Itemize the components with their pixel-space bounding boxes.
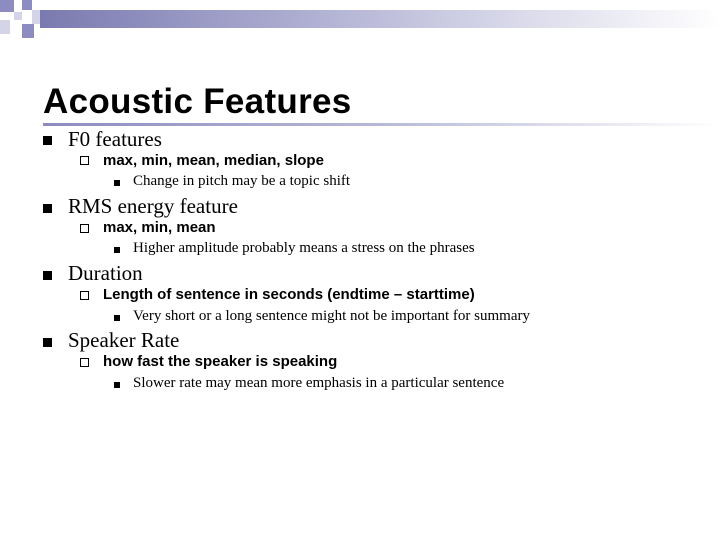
decor-square	[22, 0, 32, 10]
sub-bullet-marker	[80, 156, 89, 165]
header-gradient-bar	[40, 10, 720, 28]
sub-bullet-marker	[80, 224, 89, 233]
sub-bullet-f0-stats: max, min, mean, median, slope	[103, 152, 324, 169]
bullet-marker	[43, 338, 52, 347]
slide-title: Acoustic Features	[43, 82, 352, 121]
decor-square	[0, 0, 14, 12]
sub-sub-bullet-marker	[114, 180, 120, 186]
decor-square	[32, 10, 40, 24]
header-decoration	[0, 0, 720, 46]
sub-bullet-rms-stats: max, min, mean	[103, 219, 216, 236]
detail-amplitude-stress: Higher amplitude probably means a stress on the phrases	[133, 240, 475, 256]
detail-sentence-length-importance: Very short or a long sentence might not be important for summary	[133, 308, 530, 324]
bullet-duration: Duration	[68, 261, 143, 285]
bullet-marker	[43, 204, 52, 213]
decor-square	[0, 20, 10, 34]
sub-bullet-sentence-length: Length of sentence in seconds (endtime – starttime)	[103, 286, 475, 303]
bullet-rms-energy: RMS energy feature	[68, 194, 238, 218]
sub-bullet-speaking-speed: how fast the speaker is speaking	[103, 353, 338, 370]
sub-sub-bullet-marker	[114, 315, 120, 321]
detail-pitch-change: Change in pitch may be a topic shift	[133, 173, 351, 189]
bullet-speaker-rate: Speaker Rate	[68, 328, 180, 352]
sub-bullet-marker	[80, 291, 89, 300]
title-underline	[43, 123, 720, 126]
decor-square	[22, 24, 34, 38]
sub-sub-bullet-marker	[114, 382, 120, 388]
sub-sub-bullet-marker	[114, 247, 120, 253]
bullet-f0-features: F0 features	[68, 127, 162, 151]
sub-bullet-marker	[80, 358, 89, 367]
bullet-marker	[43, 136, 52, 145]
decor-square	[14, 12, 22, 20]
bullet-marker	[43, 271, 52, 280]
detail-slower-rate-emphasis: Slower rate may mean more emphasis in a particular sentence	[133, 375, 505, 391]
